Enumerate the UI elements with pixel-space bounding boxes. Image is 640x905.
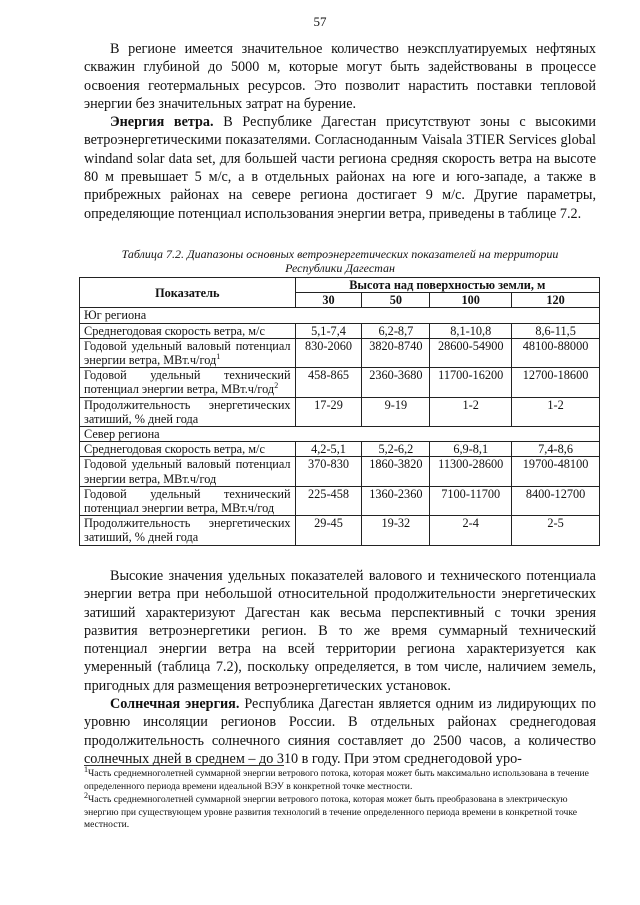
indicator-cell — [80, 486, 296, 515]
value-cell: 7100-11700 — [430, 486, 512, 515]
heading-solar-energy: Солнечная энергия. — [110, 696, 240, 713]
value-cell: 5,2-6,2 — [362, 442, 430, 457]
value-cell: 7,4-8,6 — [512, 442, 600, 457]
paragraph-wind-conclusion: Высокие значения удельных показателей валового и технического потенциала энергии ветра при небольшой относительной продолжительности энергетических затиший характеризуют Дагестан как весьма перспективный с точки зрения развития ветроэнергетики регион. В то же время суммарный технический потенциал энергии ветра на всей территории региона характеризуется как умеренный (таблица 7.2), поскольку определяется, в том числе, наличием земель, пригодных для размещения ветроэнергетических установок. — [84, 568, 596, 694]
value-cell: 8,1-10,8 — [430, 323, 512, 338]
wind-indicators-table — [79, 277, 600, 546]
indicator-label: Среднегодовая скорость ветра, м/с — [84, 323, 265, 338]
page-number: 57 — [313, 14, 327, 29]
indicator-label: Годовой удельный валовый потенциал энергии ветра, МВт.ч/год — [84, 457, 291, 486]
value-cell: 1-2 — [430, 397, 512, 426]
indicator-cell — [80, 457, 296, 486]
value-cell: 29-45 — [295, 516, 362, 545]
footnote-divider — [84, 765, 284, 766]
value-cell: 17-29 — [295, 397, 362, 426]
value-cell: 3820-8740 — [362, 338, 430, 367]
indicator-cell — [80, 397, 296, 426]
value-cell: 11300-28600 — [430, 457, 512, 486]
text-block-bottom — [84, 567, 596, 768]
table-caption — [84, 247, 596, 275]
table-caption-line1: Таблица 7.2. Диапазоны основных ветроэнергетических показателей на территории — [121, 247, 559, 261]
value-cell: 9-19 — [362, 397, 430, 426]
value-cell: 19700-48100 — [512, 457, 600, 486]
wind-energy-text: В Республике Дагестан присутствуют зоны с высокими ветроэнергетическими показателями. Согласноданным Vaisala 3TIER Services global windand solar data set, для большей части региона средняя скорость ветра на высоте 80 м превышает 5 м/с, а в отдельных районах на юге и юго-западе, а также в прибрежных районах на севере региона достигает 9 м/с. Другие параметры, определяющие потенциал использования энергии ветра, приведены в таблице 7.2. — [84, 114, 596, 222]
heading-wind-energy: Энергия ветра. — [110, 114, 214, 131]
indicator-cell — [80, 323, 296, 338]
value-cell: 2-4 — [430, 516, 512, 545]
footnote-2 — [84, 790, 600, 832]
indicator-cell — [80, 338, 296, 367]
indicator-cell — [80, 368, 296, 397]
value-cell: 8400-12700 — [512, 486, 600, 515]
table-row — [80, 338, 600, 367]
region-label: Юг региона — [80, 308, 600, 323]
value-cell: 225-458 — [295, 486, 362, 515]
value-cell: 5,1-7,4 — [295, 323, 362, 338]
header-height-120: 120 — [512, 293, 600, 308]
text-block-top — [84, 40, 596, 223]
value-cell: 19-32 — [362, 516, 430, 545]
value-cell: 6,2-8,7 — [362, 323, 430, 338]
table-row — [80, 486, 600, 515]
value-cell: 12700-18600 — [512, 368, 600, 397]
table-region-row — [80, 308, 600, 323]
header-height-100: 100 — [430, 293, 512, 308]
header-height-30: 30 — [295, 293, 362, 308]
region-label: Север региона — [80, 427, 600, 442]
indicator-label: Годовой удельный технический потенциал энергии ветра, МВт.ч/год — [84, 486, 291, 516]
indicator-label: Среднегодовая скорость ветра, м/с — [84, 442, 265, 457]
indicator-label: Продолжительность энергетических затиший, % дней года — [84, 397, 291, 426]
table-body — [80, 308, 600, 545]
value-cell: 8,6-11,5 — [512, 323, 600, 338]
footnote-2-mark: 2 — [84, 790, 88, 800]
footnote-1-mark: 1 — [84, 764, 88, 774]
paragraph-geothermal: В регионе имеется значительное количество неэксплуатируемых нефтяных скважин глубиной до 5000 м, которые могут быть задействованы в процессе освоения геотермальных ресурсов. Это позволит нарастить поставки тепловой энергии без значительных затрат на бурение. — [84, 41, 596, 112]
value-cell: 2360-3680 — [362, 368, 430, 397]
value-cell: 1-2 — [512, 397, 600, 426]
indicator-cell — [80, 516, 296, 545]
footnote-1 — [84, 764, 600, 793]
value-cell: 6,9-8,1 — [430, 442, 512, 457]
value-cell: 1860-3820 — [362, 457, 430, 486]
value-cell: 1360-2360 — [362, 486, 430, 515]
table-caption-line2: Республики Дагестан — [285, 261, 395, 275]
value-cell: 830-2060 — [295, 338, 362, 367]
value-cell: 2-5 — [512, 516, 600, 545]
header-height-50: 50 — [362, 293, 430, 308]
table-row — [80, 323, 600, 338]
value-cell: 370-830 — [295, 457, 362, 486]
indicator-cell — [80, 442, 296, 457]
header-indicator: Показатель — [80, 278, 296, 308]
paragraph-solar-energy — [84, 695, 596, 768]
value-cell: 458-865 — [295, 368, 362, 397]
indicator-label: Продолжительность энергетических затиший, % дней года — [84, 516, 291, 545]
value-cell: 11700-16200 — [430, 368, 512, 397]
table-row — [80, 457, 600, 486]
indicator-footnote-mark: 1 — [216, 351, 221, 361]
value-cell: 4,2-5,1 — [295, 442, 362, 457]
value-cell: 48100-88000 — [512, 338, 600, 367]
solar-energy-text: Республика Дагестан является одним из лидирующих по уровню инсоляции регионов России. В отдельных районах среднегодовая продолжительность солнечного сияния составляет до 2500 часов, а количество солнечных дней в среднем – до 310 в году. При этом среднегодовой уро- — [84, 696, 596, 767]
footnote-2-text: Часть среднемноголетней суммарной энергии ветрового потока, которая может быть преобразована в электрическую энергию при существующем уровне развития технологий в течение определенного периода времени в конкретной точке местности. — [84, 794, 578, 830]
indicator-footnote-mark: 2 — [274, 381, 279, 391]
table-region-row — [80, 427, 600, 442]
table-row — [80, 368, 600, 397]
table-row — [80, 516, 600, 545]
footnote-1-text: Часть среднемноголетней суммарной энергии ветрового потока, которая может быть максимально использована в течение определенного периода времени идеальной ВЭУ в конкретной точке местности. — [84, 768, 589, 792]
indicator-label: Годовой удельный валовый потенциал энергии ветра, МВт.ч/год — [84, 338, 291, 368]
header-height: Высота над поверхностью земли, м — [295, 278, 599, 293]
table-row — [80, 442, 600, 457]
paragraph-wind-energy — [84, 113, 596, 223]
indicator-label: Годовой удельный технический потенциал энергии ветра, МВт.ч/год — [84, 368, 291, 397]
table-row — [80, 397, 600, 426]
value-cell: 28600-54900 — [430, 338, 512, 367]
